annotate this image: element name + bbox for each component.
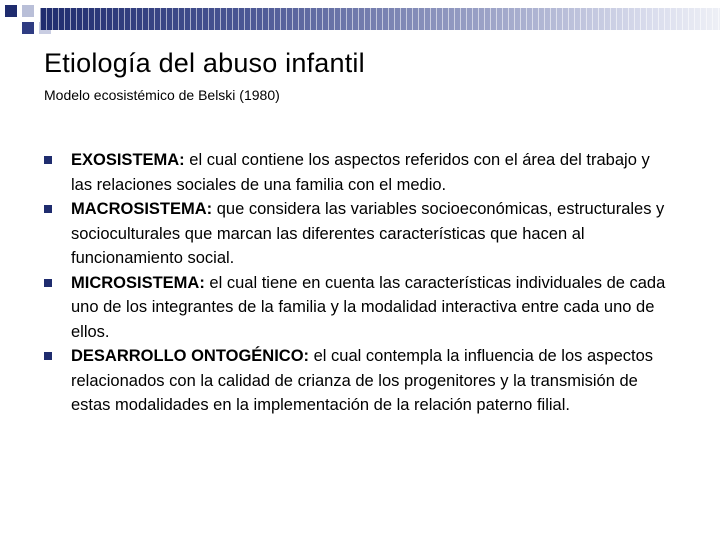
bullet-term: DESARROLLO ONTOGÉNICO:	[71, 347, 310, 365]
bullet-term: MICROSISTEMA:	[71, 273, 205, 292]
decor-square	[5, 5, 17, 17]
list-item	[44, 148, 674, 197]
slide-title: Etiología del abuso infantil	[44, 48, 365, 78]
bullet-text: el cual contempla la influencia de los aspectos relacionados con la calidad de crianza de los progenitores y la transmisión de estas modalidades en la implementación de la relación paterno filial.	[71, 347, 654, 414]
bullet-square-icon	[44, 205, 52, 213]
bullet-square-icon	[44, 352, 52, 360]
bullet-list	[44, 148, 674, 418]
slide-subtitle: Modelo ecosistémico de Belski (1980)	[44, 87, 280, 103]
bullet-term: MACROSISTEMA:	[71, 200, 213, 218]
decor-square	[22, 5, 34, 17]
header-band	[40, 8, 720, 30]
bullet-square-icon	[44, 279, 52, 287]
decor-square	[22, 22, 34, 34]
list-item	[44, 271, 674, 345]
list-item	[44, 344, 674, 418]
bullet-text: el cual tiene en cuenta las características individuales de cada uno de los integrantes de la familia y la modalidad interactiva entre cada uno de ellos.	[71, 273, 666, 341]
list-item	[44, 197, 674, 271]
bullet-text: que considera las variables socioeconómicas, estructurales y socioculturales que marcan las diferentes características que hacen al funcionamiento social.	[71, 200, 665, 267]
bullet-term: EXOSISTEMA:	[71, 151, 185, 169]
bullet-text: el cual contiene los aspectos referidos con el área del trabajo y las relaciones sociales de una familia con el medio.	[71, 151, 650, 194]
bullet-square-icon	[44, 156, 52, 164]
